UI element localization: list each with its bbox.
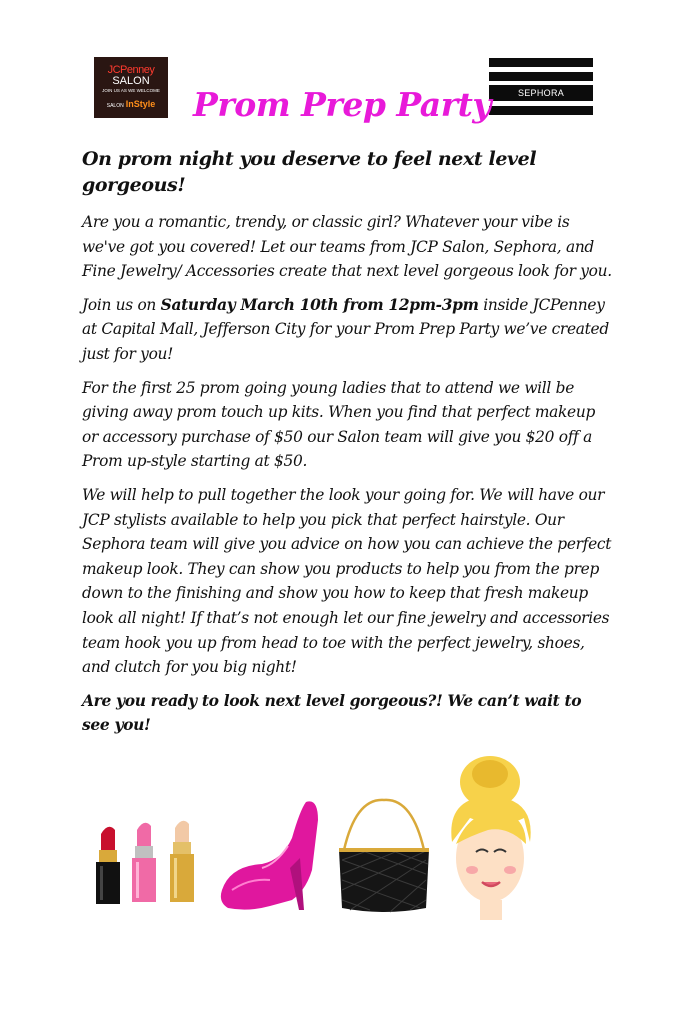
paragraph-event-details: Join us on Saturday March 10th from 12pm-3pm inside JCPenney at Capital Mall, Jefferson City for your Prom Prep Party we’ve created just for you! bbox=[82, 295, 609, 363]
lipstick-icon bbox=[132, 823, 156, 902]
jcp-logo-brand: JCPenney bbox=[107, 64, 155, 76]
handbag-icon bbox=[339, 800, 429, 912]
page-title: Prom Prep Party bbox=[193, 85, 491, 124]
sephora-wordmark: SEPHORA bbox=[489, 85, 593, 101]
headline: On prom night you deserve to feel next level gorgeous! bbox=[82, 148, 537, 196]
jcp-logo-salon: SALON bbox=[112, 75, 150, 87]
event-date-time: Saturday March 10th from 12pm-3pm bbox=[160, 295, 479, 314]
girl-face-icon bbox=[451, 756, 530, 920]
lipstick-icon bbox=[170, 821, 194, 902]
paragraph-offer: For the first 25 prom going young ladies that to attend we will be giving away prom touch up kits. When you find that perfect makeup or accessory purchase of $50 our Salon team will give you $20 off a Prom up-style starting at $50. bbox=[82, 378, 596, 471]
jcp-logo-instyle: SALON InStyle bbox=[106, 99, 156, 109]
illustration-strip bbox=[0, 740, 684, 940]
paragraph-intro: Are you a romantic, trendy, or classic girl? Whatever your vibe is we've got you covered! Let our teams from JCP Salon, Sephora, and Fine Jewelry/ Accessories create that next level gorgeous look for you. bbox=[82, 213, 612, 281]
closing-line: Are you ready to look next level gorgeous?! We can’t wait to see you! bbox=[82, 690, 582, 734]
paragraph-services: We will help to pull together the look your going for. We will have our JCP stylists available to help you pick that perfect hairstyle. Our Sephora team will give you advice on how you can achieve the perfect makeup look. They can show you products to help you from the prep down to the finishing and show you how to keep that fresh makeup look all night! If that’s not enough let our fine jewelry and accessories team hook you up from head to toe with the perfect jewelry, shoes, and clutch for you big night! bbox=[82, 485, 612, 677]
flyer-body bbox=[82, 146, 612, 737]
high-heel-icon bbox=[221, 801, 318, 910]
jcp-logo-tagline: JOIN US AS WE WELCOME bbox=[102, 88, 160, 93]
sephora-stripe bbox=[489, 58, 593, 67]
sephora-stripe bbox=[489, 72, 593, 81]
lipstick-icon bbox=[96, 827, 120, 904]
